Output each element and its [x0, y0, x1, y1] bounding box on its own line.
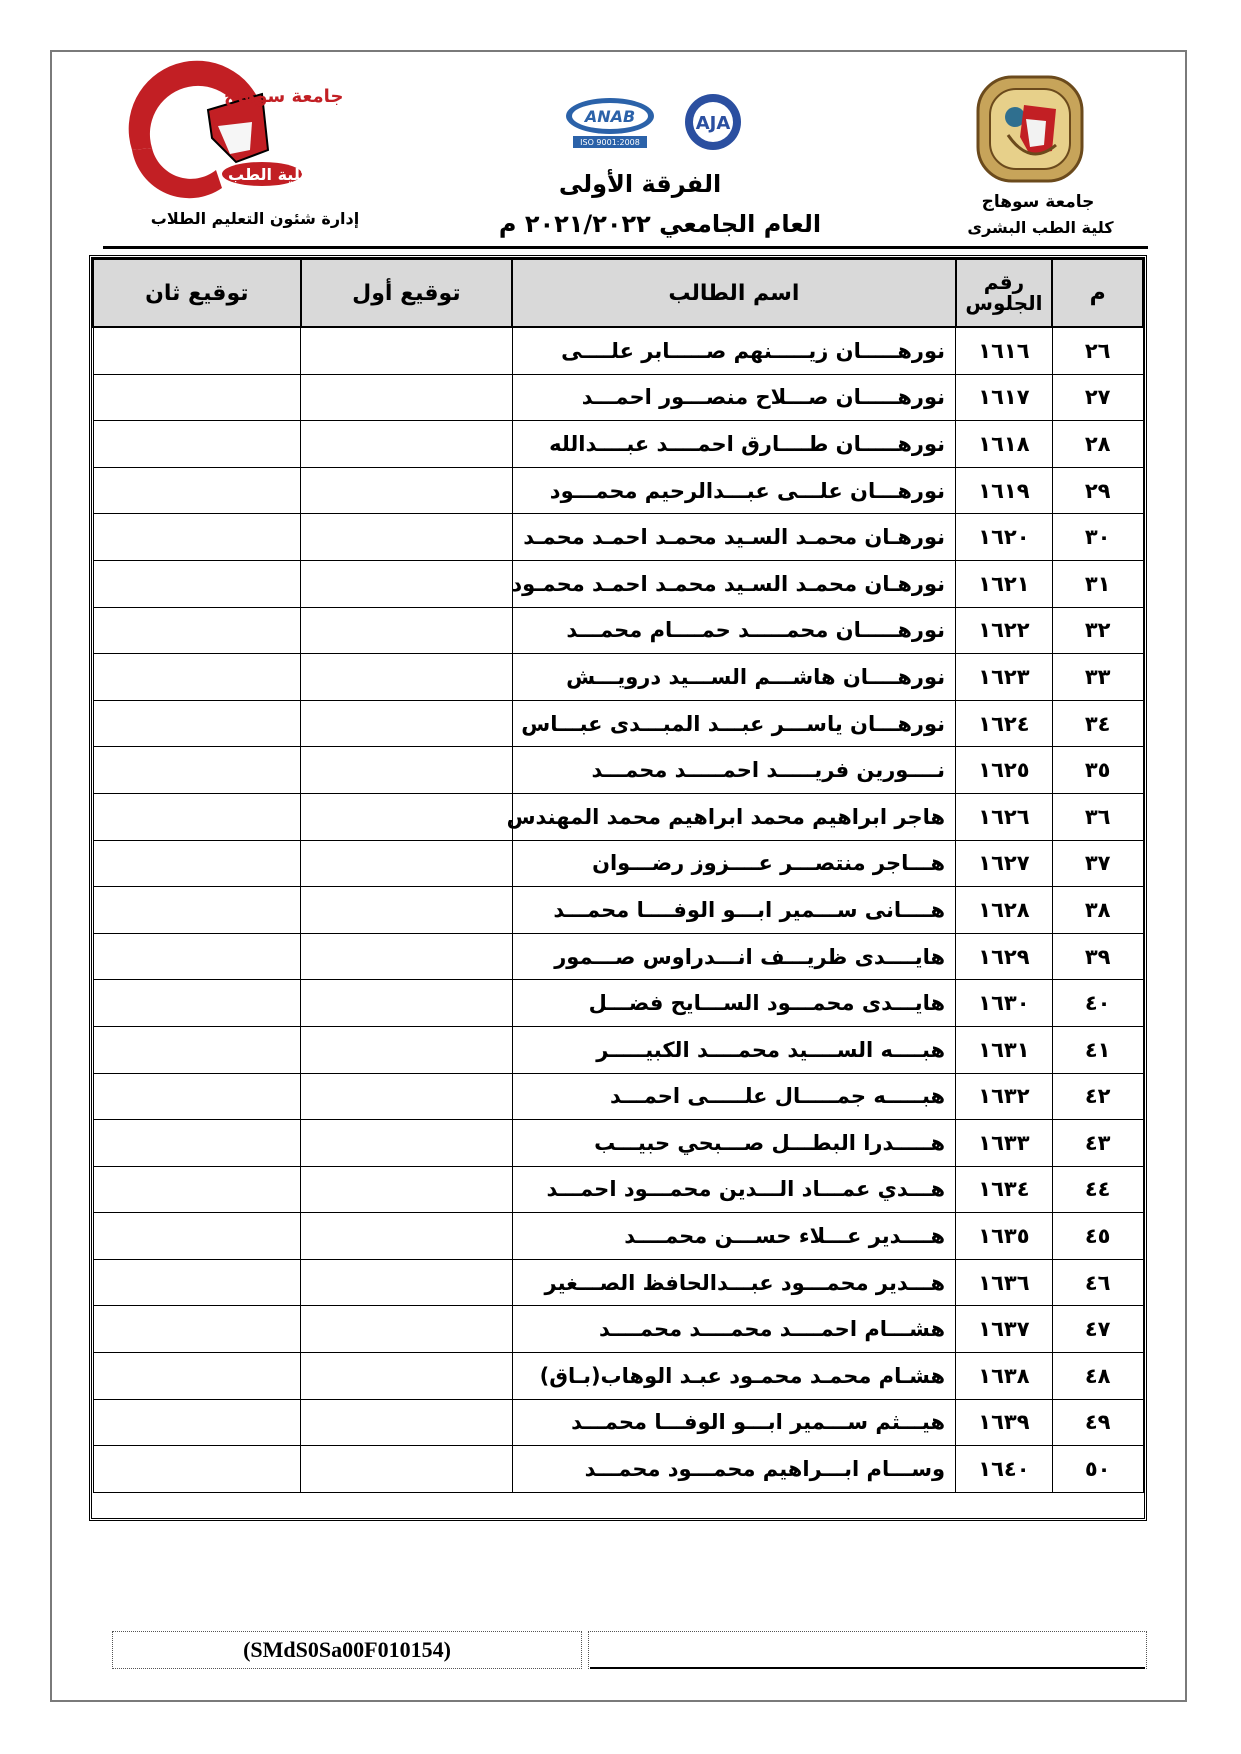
row-index: ٤٣ — [1052, 1120, 1143, 1167]
first-signature-cell — [301, 747, 513, 794]
department-name: إدارة شئون التعليم الطلاب — [150, 209, 360, 228]
second-signature-cell — [93, 374, 301, 421]
second-signature-cell — [93, 700, 301, 747]
second-signature-cell — [93, 1166, 301, 1213]
row-index: ٥٠ — [1052, 1446, 1143, 1493]
first-signature-cell — [301, 607, 513, 654]
second-signature-cell — [93, 933, 301, 980]
row-index: ٣٨ — [1052, 887, 1143, 934]
table-row — [93, 1120, 1143, 1167]
column-header-index: م — [1052, 259, 1143, 327]
faculty-name: كلية الطب البشرى — [967, 218, 1114, 237]
table-row — [93, 327, 1143, 374]
second-signature-cell — [93, 1306, 301, 1353]
first-signature-cell — [301, 1073, 513, 1120]
second-signature-cell — [93, 1213, 301, 1260]
table-row — [93, 1026, 1143, 1073]
table-row — [93, 793, 1143, 840]
table-row — [93, 607, 1143, 654]
row-index: ٤١ — [1052, 1026, 1143, 1073]
first-signature-cell — [301, 1120, 513, 1167]
student-name: هيـــثم ســـمير ابـــو الوفـــا محمـــد — [512, 1399, 955, 1446]
table-row — [93, 700, 1143, 747]
table-row — [93, 980, 1143, 1027]
table-header-row — [93, 259, 1143, 327]
first-signature-cell — [301, 1446, 513, 1493]
row-index: ٣٣ — [1052, 654, 1143, 701]
second-signature-cell — [93, 980, 301, 1027]
seat-number: ١٦٣٣ — [956, 1120, 1053, 1167]
second-signature-cell — [93, 1073, 301, 1120]
table-row — [93, 840, 1143, 887]
svg-text:ISO 9001:2008: ISO 9001:2008 — [580, 138, 640, 147]
table-row — [93, 421, 1143, 468]
seat-number: ١٦٣٤ — [956, 1166, 1053, 1213]
first-signature-cell — [301, 467, 513, 514]
second-signature-cell — [93, 1353, 301, 1400]
student-name: هـــــدرا البطـــل صـــبحي حبيـــب — [512, 1120, 955, 1167]
table-row — [93, 1213, 1143, 1260]
row-index: ٢٨ — [1052, 421, 1143, 468]
table-row — [93, 1399, 1143, 1446]
svg-text:ANAB: ANAB — [584, 107, 636, 126]
first-signature-cell — [301, 980, 513, 1027]
second-signature-cell — [93, 607, 301, 654]
table-row — [93, 1306, 1143, 1353]
student-name: هـــدي عمـــاد الـــدين محمـــود احمـــد — [512, 1166, 955, 1213]
footer-blank-field — [588, 1631, 1147, 1669]
seat-number: ١٦٢٣ — [956, 654, 1053, 701]
row-index: ٤٦ — [1052, 1259, 1143, 1306]
student-name: هايـــدى محمـــود الســـايح فضـــل — [512, 980, 955, 1027]
row-index: ٣٤ — [1052, 700, 1143, 747]
row-index: ٣١ — [1052, 560, 1143, 607]
document-code: (SMdS0Sa00F010154) — [112, 1631, 582, 1669]
student-name: نورهــــان هاشـــم الســـيد درويـــش — [512, 654, 955, 701]
document-header — [0, 0, 1241, 250]
first-signature-cell — [301, 1353, 513, 1400]
student-name: هشـــام احمــــد محمــــد محمــــد — [512, 1306, 955, 1353]
certification-logos — [565, 92, 755, 154]
first-signature-cell — [301, 1399, 513, 1446]
second-signature-cell — [93, 654, 301, 701]
seat-number: ١٦٢٧ — [956, 840, 1053, 887]
seat-number: ١٦٣٧ — [956, 1306, 1053, 1353]
first-signature-cell — [301, 840, 513, 887]
university-name: جامعة سوهاج — [981, 192, 1095, 212]
row-index: ٤٨ — [1052, 1353, 1143, 1400]
first-signature-cell — [301, 514, 513, 561]
header-divider — [103, 246, 1148, 249]
first-signature-cell — [301, 933, 513, 980]
faculty-logo — [112, 80, 344, 190]
row-index: ٣٢ — [1052, 607, 1143, 654]
row-index: ٤٩ — [1052, 1399, 1143, 1446]
row-index: ٤٠ — [1052, 980, 1143, 1027]
first-signature-cell — [301, 1213, 513, 1260]
second-signature-cell — [93, 467, 301, 514]
row-index: ٤٧ — [1052, 1306, 1143, 1353]
row-index: ٤٢ — [1052, 1073, 1143, 1120]
seat-number: ١٦٢٥ — [956, 747, 1053, 794]
second-signature-cell — [93, 793, 301, 840]
seat-number: ١٦٢٤ — [956, 700, 1053, 747]
second-signature-cell — [93, 1446, 301, 1493]
seat-number: ١٦١٨ — [956, 421, 1053, 468]
student-name: نورهـــــان زيـــــنهم صـــــابر علــــى — [512, 327, 955, 374]
student-name: نورهـان محمـد السـيد محمـد احمـد محمـد — [512, 514, 955, 561]
seat-number: ١٦٢١ — [956, 560, 1053, 607]
first-signature-cell — [301, 560, 513, 607]
attendance-table — [89, 255, 1147, 1521]
table-row — [93, 374, 1143, 421]
footer — [112, 1631, 1147, 1669]
seat-number: ١٦٤٠ — [956, 1446, 1053, 1493]
student-name: هبـــــه جمـــــال علـــــى احمـــد — [512, 1073, 955, 1120]
first-signature-cell — [301, 887, 513, 934]
student-name: هــــدير عـــلاء حســـن محمــــد — [512, 1213, 955, 1260]
student-name: نورهـــــان صـــلاح منصـــور احمـــد — [512, 374, 955, 421]
svg-text:كلية الطب: كلية الطب — [228, 165, 310, 184]
table-row — [93, 887, 1143, 934]
seat-number: ١٦٢٨ — [956, 887, 1053, 934]
university-crest-logo — [960, 75, 1100, 185]
student-name: نورهـــــان طــــارق احمــــد عبــــدالله — [512, 421, 955, 468]
seat-number: ١٦٣١ — [956, 1026, 1053, 1073]
second-signature-cell — [93, 327, 301, 374]
table-row — [93, 1446, 1143, 1493]
row-index: ٣٩ — [1052, 933, 1143, 980]
student-name: وســـام ابـــراهيم محمـــود محمـــد — [512, 1446, 955, 1493]
svg-text:جامعة سوهاج: جامعة سوهاج — [224, 86, 344, 107]
table-row — [93, 1073, 1143, 1120]
column-header-name: اسم الطالب — [512, 259, 955, 327]
seat-number: ١٦١٩ — [956, 467, 1053, 514]
table-row — [93, 1166, 1143, 1213]
row-index: ٣٦ — [1052, 793, 1143, 840]
row-index: ٢٧ — [1052, 374, 1143, 421]
svg-text:AJA: AJA — [695, 113, 731, 134]
second-signature-cell — [93, 560, 301, 607]
seat-number: ١٦٢٠ — [956, 514, 1053, 561]
table-row — [93, 1353, 1143, 1400]
first-signature-cell — [301, 654, 513, 701]
row-index: ٣٥ — [1052, 747, 1143, 794]
student-name: هشـام محمـد محمـود عبـد الوهاب(بـاق) — [512, 1353, 955, 1400]
second-signature-cell — [93, 514, 301, 561]
seat-number: ١٦٣٩ — [956, 1399, 1053, 1446]
first-signature-cell — [301, 327, 513, 374]
row-index: ٤٤ — [1052, 1166, 1143, 1213]
seat-number: ١٦٣٠ — [956, 980, 1053, 1027]
table-row — [93, 514, 1143, 561]
table-row — [93, 1259, 1143, 1306]
first-signature-cell — [301, 700, 513, 747]
first-signature-cell — [301, 374, 513, 421]
student-name: نورهـان محمـد السـيد محمـد احمـد محمـود — [512, 560, 955, 607]
academic-year: العام الجامعي ٢٠٢١/٢٠٢٢ م — [498, 210, 822, 238]
second-signature-cell — [93, 1026, 301, 1073]
column-header-seat: رقم الجلوس — [956, 259, 1053, 327]
student-name: هــــانى ســـمير ابـــو الوفــــا محمـــد — [512, 887, 955, 934]
first-signature-cell — [301, 1026, 513, 1073]
second-signature-cell — [93, 747, 301, 794]
second-signature-cell — [93, 1259, 301, 1306]
table-row — [93, 560, 1143, 607]
second-signature-cell — [93, 421, 301, 468]
seat-number: ١٦٢٩ — [956, 933, 1053, 980]
student-name: نورهـــان ياســـر عبـــد المبـــدى عبـــاس — [512, 700, 955, 747]
seat-number: ١٦١٧ — [956, 374, 1053, 421]
student-name: هايــــدى ظريـــف انـــدراوس صـــمور — [512, 933, 955, 980]
seat-number: ١٦٣٨ — [956, 1353, 1053, 1400]
first-signature-cell — [301, 793, 513, 840]
seat-number: ١٦٣٥ — [956, 1213, 1053, 1260]
second-signature-cell — [93, 840, 301, 887]
row-index: ٢٩ — [1052, 467, 1143, 514]
student-name: هـــدير محمـــود عبـــدالحافظ الصـــغير — [512, 1259, 955, 1306]
second-signature-cell — [93, 1399, 301, 1446]
seat-number: ١٦١٦ — [956, 327, 1053, 374]
level-title: الفرقة الأولى — [558, 170, 722, 198]
student-name: هاجر ابراهيم محمد ابراهيم محمد المهندس — [512, 793, 955, 840]
seat-number: ١٦٢٦ — [956, 793, 1053, 840]
table-row — [93, 467, 1143, 514]
first-signature-cell — [301, 421, 513, 468]
seat-number: ١٦٣٢ — [956, 1073, 1053, 1120]
row-index: ٤٥ — [1052, 1213, 1143, 1260]
table-row — [93, 933, 1143, 980]
seat-number: ١٦٢٢ — [956, 607, 1053, 654]
row-index: ٣٠ — [1052, 514, 1143, 561]
student-name: نــــورين فريـــــد احمـــــد محمـــد — [512, 747, 955, 794]
first-signature-cell — [301, 1259, 513, 1306]
student-name: نورهـــان علـــى عبـــدالرحيم محمـــود — [512, 467, 955, 514]
table-row — [93, 654, 1143, 701]
first-signature-cell — [301, 1306, 513, 1353]
row-index: ٢٦ — [1052, 327, 1143, 374]
column-header-second-signature: توقيع ثان — [93, 259, 301, 327]
first-signature-cell — [301, 1166, 513, 1213]
row-index: ٣٧ — [1052, 840, 1143, 887]
student-name: هبــــه الســــيد محمــــد الكبيـــــر — [512, 1026, 955, 1073]
table-row — [93, 747, 1143, 794]
second-signature-cell — [93, 887, 301, 934]
seat-number: ١٦٣٦ — [956, 1259, 1053, 1306]
student-name: نورهـــــان محمـــــد حمــــام محمـــد — [512, 607, 955, 654]
column-header-first-signature: توقيع أول — [301, 259, 513, 327]
student-name: هـــاجر منتصـــر عــــزوز رضـــوان — [512, 840, 955, 887]
second-signature-cell — [93, 1120, 301, 1167]
footer-underline — [590, 1667, 1145, 1669]
